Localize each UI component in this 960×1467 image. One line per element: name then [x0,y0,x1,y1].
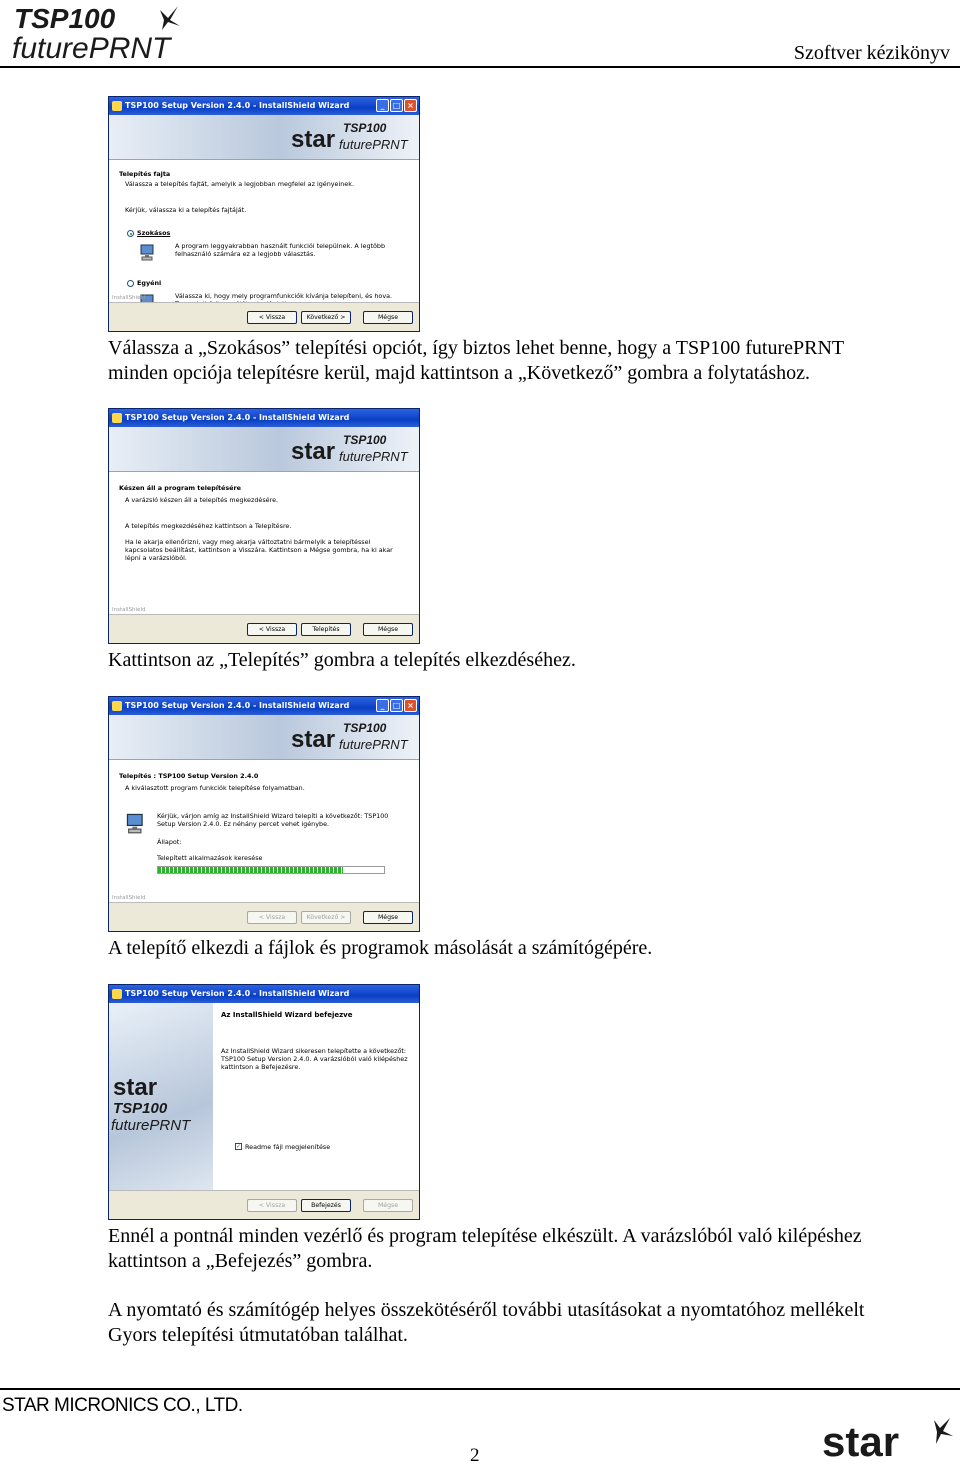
typical-label[interactable]: Szokásos [137,229,171,237]
svg-text:TSP100: TSP100 [113,1100,168,1117]
installshield-label: InstallShield [112,895,146,901]
svg-text:TSP100: TSP100 [343,121,387,135]
note-line: A nyomtató és számítógép helyes összekötéséről további utasításokat a nyomtatóhoz mellékelt [108,1299,865,1321]
note-line: Gyors telepítési útmutatóban találhat. [108,1324,408,1346]
installer-icon [112,101,122,111]
maximize-button[interactable]: □ [390,99,403,112]
setup-icon [125,812,147,834]
window-titlebar [109,97,419,115]
window-title: TSP100 Setup Version 2.4.0 - InstallShield Wizard [125,989,350,998]
install-wait-text: Kérjük, várjon amíg az InstallShield Wizard telepíti a következőt: TSP100 Setup Version 2.4.0. Ez néhány percet vehet igénybe. [157,812,389,828]
step-prompt: Kérjük, válassza ki a telepítés fajtáját. [125,206,247,214]
star-futureprnt-logo [291,119,415,155]
wizard-setup-type [108,96,420,332]
minimize-button[interactable]: _ [376,99,389,112]
caption-line: Válassza a „Szokásos” telepítési opciót, így biztos lehet benne, hogy a TSP100 futurePRNT [108,337,845,359]
back-button[interactable]: < Vissza [247,623,297,636]
status-value: Telepített alkalmazások keresése [157,854,263,862]
step-heading: Telepítés : TSP100 Setup Version 2.4.0 [119,772,259,780]
caption-ready-to-install: Kattintson az „Telepítés” gombra a telepítés elkezdéséhez. [108,649,576,671]
wizard-banner [109,427,419,472]
manual-title: Szoftver kézikönyv [793,42,950,64]
step-heading: Az InstallShield Wizard befejezve [221,1011,353,1019]
step-subheading: A kiválasztott program funkciók telepítése folyamatban. [125,784,305,792]
step-subheading: A varázsló készen áll a telepítés megkezdésére. [125,496,279,504]
side-panel [109,1003,213,1193]
window-titlebar [109,409,419,427]
svg-text:futurePRNT: futurePRNT [339,137,408,152]
back-button[interactable]: < Vissza [247,911,297,924]
connection-note [108,1298,938,1348]
header-divider [0,66,960,68]
svg-text:futurePRNT: futurePRNT [12,32,171,64]
star-logo [822,1414,954,1464]
caption-line: Ennél a pontnál minden vezérlő és program telepítése elkészült. A varázslóból való kilépéshez [108,1225,862,1247]
cancel-button[interactable]: Mégse [363,623,413,636]
window-title: TSP100 Setup Version 2.4.0 - InstallShield Wizard [125,701,350,710]
svg-text:star: star [291,438,336,465]
install-progress-bar [157,866,385,874]
company-name: STAR MICRONICS CO., LTD. [2,1395,243,1416]
wizard-banner [109,715,419,760]
custom-description: Válassza ki, hogy mely programfunkciók kívánja telepíteni, és hova. [175,292,393,300]
next-button[interactable]: Következő > [301,311,351,324]
cancel-button[interactable]: Mégse [363,311,413,324]
svg-text:star: star [822,1418,900,1464]
review-instruction: Ha le akarja ellenőrizni, vagy meg akarja változtatni bármelyik a telepítéssel kapcsolatos beállítást, kattintson a Visszára. Kattintson a Mégse gombra, ha ki akar lépni a varázslóból. [125,538,393,562]
svg-text:futurePRNT: futurePRNT [339,737,408,752]
tsp100-futureprnt-logo [10,2,240,64]
step-heading: Készen áll a program telepítésére [119,484,241,492]
installer-icon [112,413,122,423]
caption-line: minden opciója telepítésre kerül, majd kattintson a „Következő” gombra a folytatáshoz. [108,362,810,384]
close-button[interactable]: × [404,99,417,112]
caption-installing: A telepítő elkezdi a fájlok és programok másolását a számítógépére. [108,937,653,959]
readme-checkbox[interactable]: ✓ [236,1143,242,1150]
svg-text:futurePRNT: futurePRNT [339,449,408,464]
custom-radio[interactable] [127,280,134,287]
svg-text:star: star [291,726,336,753]
typical-description: A program leggyakrabban használt funkciói települnek. A legtöbb felhasználó számára ez a legjobb választás. [175,242,386,258]
completion-text: Az InstallShield Wizard sikeresen telepítette a következőt: TSP100 Setup Version 2.4.0. A varázslóból való kilépéshez kattintson a Befejezésre. [221,1047,408,1071]
wizard-button-bar [109,1190,419,1219]
back-button[interactable]: < Vissza [247,1199,297,1212]
wizard-completed [108,984,420,1220]
star-futureprnt-logo [291,719,415,755]
wizard-banner [109,115,419,160]
cancel-button[interactable]: Mégse [363,1199,413,1212]
installer-icon [112,701,122,711]
svg-text:star: star [291,126,336,153]
page-number: 2 [470,1445,480,1466]
window-title: TSP100 Setup Version 2.4.0 - InstallShield Wizard [125,413,350,422]
wizard-button-bar [109,895,419,931]
svg-text:star: star [113,1074,158,1101]
wizard-ready-to-install [108,408,420,644]
computer-icon [139,243,157,261]
window-titlebar [109,985,419,1003]
window-title: TSP100 Setup Version 2.4.0 - InstallShield Wizard [125,101,350,110]
star-futureprnt-logo [291,431,415,467]
close-button[interactable]: × [404,699,417,712]
installshield-label: InstallShield [112,295,146,301]
caption-line: kattintson a „Befejezés” gombra. [108,1250,373,1272]
caption-completed [108,1224,938,1274]
star-futureprnt-logo [111,1073,213,1135]
window-titlebar [109,697,419,715]
progress-fill [158,867,343,873]
install-instruction: A telepítés megkezdéséhez kattintson a Telepítésre. [125,522,292,530]
back-button[interactable]: < Vissza [247,311,297,324]
custom-label[interactable]: Egyéni [137,279,162,287]
wizard-button-bar [109,607,419,643]
installer-icon [112,989,122,999]
minimize-button[interactable]: _ [376,699,389,712]
maximize-button[interactable]: □ [390,699,403,712]
svg-text:TSP100: TSP100 [343,433,387,447]
installshield-label: InstallShield [112,607,146,613]
cancel-button[interactable]: Mégse [363,911,413,924]
next-button[interactable]: Következő > [301,911,351,924]
install-button[interactable]: Telepítés [301,623,351,636]
finish-button[interactable]: Befejezés [301,1199,351,1212]
svg-text:TSP100: TSP100 [343,721,387,735]
typical-radio[interactable] [127,230,134,237]
caption-setup-type [108,336,938,386]
wizard-installing [108,696,420,932]
footer-divider [0,1388,960,1390]
svg-text:futurePRNT: futurePRNT [111,1117,191,1134]
step-heading: Telepítés fajta [119,170,171,178]
svg-text:TSP100: TSP100 [14,3,116,34]
status-label: Állapot: [157,838,182,846]
readme-checkbox-label[interactable]: Readme fájl megjelenítése [245,1143,331,1151]
step-subheading: Válassza a telepítés fajtát, amelyik a legjobban megfelel az igényeinek. [125,180,354,188]
